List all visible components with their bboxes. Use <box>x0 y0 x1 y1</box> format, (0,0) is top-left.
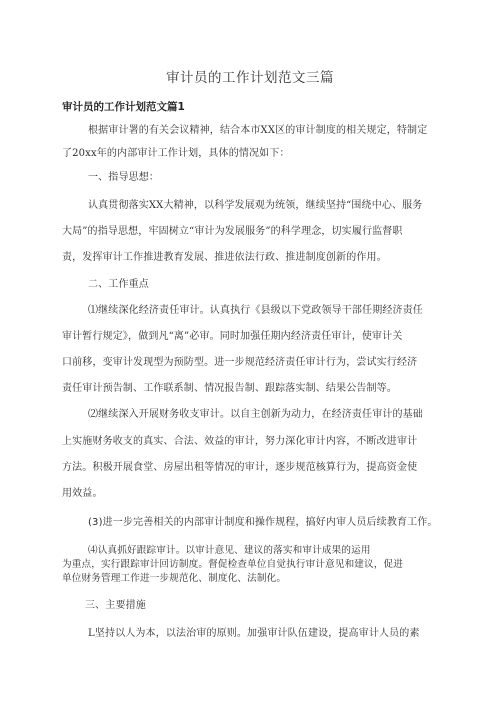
section-heading: 一、指导思想： <box>88 172 160 183</box>
paragraph-line: (3)进一步完善相关的内部审计制度和操作规程，搞好内审人员后续教育工作。 <box>88 517 438 528</box>
paragraph-line: 上实施财务收支的真实、合法、效益的审计，努力深化审计内容，不断改进审计 <box>62 436 418 447</box>
paragraph-line: ⑷认真抓好跟踪审计。以审计意见、建议的落实和审计成果的运用 <box>88 545 371 556</box>
paragraph-line: L坚持以人为本，以法治审的原则。加强审计队伍建设，提高审计人员的素 <box>88 628 420 639</box>
paragraph-line: 单位财务管理工作进一步规范化、制度化、法制化。 <box>62 573 287 584</box>
paragraph-line: 根据审计署的有关会议精神，结合本市XX区的审计制度的相关规定，特制定 <box>88 125 428 136</box>
paragraph-line: ⑴继续深化经济责任审计。认真执行《县级以下党政领导干部任期经济责任 <box>88 305 423 316</box>
section-heading: 三、主要措施 <box>85 600 146 611</box>
paragraph-line: ⑵继续深入开展财务收支审计。以自主创新为动力，在经济责任审计的基础 <box>88 409 423 420</box>
document-title: 审计员的工作计划范文三篇 <box>166 70 334 86</box>
paragraph-line: 为重点，实行跟踪审计回访制度。督促检查单位自觉执行审计意见和建议，促进 <box>62 559 404 570</box>
paragraph-line: 审计暂行规定》，做到凡“离”必审。同时加强任期内经济责任审计，使审计关 <box>62 331 403 342</box>
paragraph-line: 了20xx年的内部审计工作计划，具体的情况如下： <box>62 148 290 159</box>
paragraph-line: 认真贯彻落实XX大精神，以科学发展观为统领，继续坚持“围绕中心、服务 <box>88 200 423 211</box>
paragraph-line: 方法。积极开展食堂、房屋出租等情况的审计，逐步规范核算行为，提高资金使 <box>62 462 418 473</box>
paragraph-line: 责任审计预告制、工作联系制、情况报告制、跟踪落实制、结果公告制等。 <box>62 383 397 394</box>
section-subtitle: 审计员的工作计划范文篇1 <box>62 101 185 113</box>
paragraph-line: 大局”的指导思想，牢固树立“审计为发展服务”的科学理念，切实履行监督职 <box>62 226 403 237</box>
section-heading: 二、工作重点 <box>88 279 149 290</box>
paragraph-line: 用效益。 <box>62 488 103 499</box>
paragraph-line: 口前移，变审计发现型为预防型。进一步规范经济责任审计行为，尝试实行经济 <box>62 357 418 368</box>
paragraph-line: 责，发挥审计工作推进教育发展、推进依法行政、推进制度创新的作用。 <box>62 252 387 263</box>
